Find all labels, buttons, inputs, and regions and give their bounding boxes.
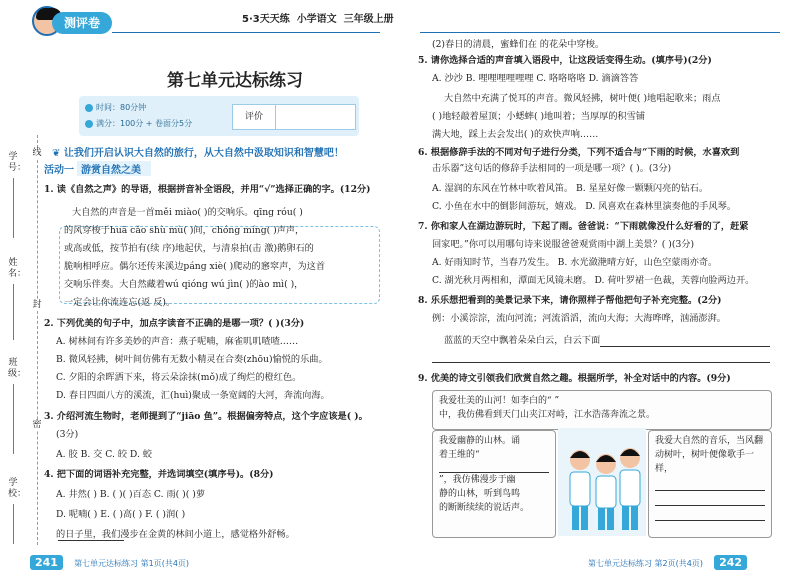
passage-line[interactable]: 交响乐伴奏。大自然藏着wú qióng wú jìn( )的ào mì( )， bbox=[64, 279, 304, 290]
q4-row1[interactable]: A. 井然( ) B. ( )( )百态 C. 雨( )( )萝 bbox=[56, 489, 206, 500]
q7-options-ab[interactable]: A. 好雨知时节，当春乃发生。 B. 水光潋滟晴方好，山色空蒙雨亦奇。 bbox=[432, 257, 718, 268]
score-icon bbox=[85, 120, 93, 128]
q4-blank[interactable] bbox=[58, 540, 124, 541]
dialog-top[interactable]: 我爱壮美的山河！如李白的“ ” 中，我仿佛看到天门山夹江对峙，江水浩荡奔流之景。 bbox=[432, 390, 772, 430]
children-illustration bbox=[556, 428, 648, 538]
badge-label: 测评卷 bbox=[52, 12, 112, 34]
q6-options-ab[interactable]: A. 湿润的东风在竹林中吹着风笛。 B. 星星好像一颗颗闪亮的钻石。 bbox=[432, 183, 709, 194]
passage-line[interactable]: 脆响相呼应。偶尔还传来溪边páng xiè( )爬动的窸窣声，为这首 bbox=[64, 261, 326, 272]
dialog-left[interactable]: 我爱幽静的山林。诵 着王维的“ ”，我仿佛漫步于幽 静的山林，听到鸟鸣 的断断续续的说话声。 bbox=[432, 430, 556, 538]
q2-text: 2. 下列优美的句子中，加点字读音不正确的是哪一项？( )(3分) bbox=[44, 318, 305, 329]
q8-fill[interactable]: 蓝蓝的天空中飘着朵朵白云，白云下面 bbox=[444, 335, 601, 346]
q5-passage[interactable]: 大自然中充满了悦耳的声音。微风轻拂，树叶便( )地唱起歌来；雨点 bbox=[444, 93, 721, 104]
page-title: 第七单元达标练习 bbox=[167, 71, 303, 91]
name-label: 姓名： bbox=[8, 258, 27, 279]
passage-line[interactable]: 的风穿梭于huā cǎo shù mù( )间，chóng míng( )声声， bbox=[64, 225, 305, 236]
q2-option-c[interactable]: C. 夕阳的余晖洒下来，将云朵涂抹(mǒ)成了绚烂的橙红色。 bbox=[56, 372, 302, 383]
q6-options-cd[interactable]: C. 小鱼在水中的倒影间游玩，嬉戏。 D. 风喜欢在森林里演奏他的手风琴。 bbox=[432, 201, 736, 212]
passage-line[interactable]: 一定会让你流连忘(返 反)。 bbox=[64, 297, 176, 308]
info-box: 时间：80分钟 满分：100分 + 卷面分5分 评价 bbox=[79, 96, 359, 136]
q7-text: 7. 你和家人在湖边游玩时，下起了雨。爸爸说：“下雨就像没什么好看的了，赶紧 bbox=[418, 221, 749, 232]
q6-text2[interactable]: 击乐器”这句话的修辞手法相同的一项是哪一项？( )。(3分) bbox=[432, 163, 672, 174]
class-label: 班级： bbox=[8, 358, 27, 379]
q7-options-cd[interactable]: C. 湖光秋月两相和，潭面无风镜未磨。 D. 荷叶罗裙一色裁，芙蓉向脸两边开。 bbox=[432, 275, 755, 286]
q2-option-d[interactable]: D. 春日四面八方的溪流，汇(huì)聚成一条宽阔的大河，奔流向海。 bbox=[56, 390, 330, 401]
footer-left: 241 第七单元达标练习 第1页(共4页) bbox=[30, 551, 189, 570]
q8-blank2[interactable] bbox=[432, 362, 770, 363]
q9-text: 9. 优美的诗文引领我们欣赏自然之趣。根据所学，补全对话中的内容。(9分) bbox=[418, 373, 731, 384]
q2-option-a[interactable]: A. 树林间有许多美妙的声音：燕子呢喃，麻雀叽叽喳喳…… bbox=[56, 336, 299, 347]
q4-text: 4. 把下面的词语补充完整，并选词填空(填序号)。(8分) bbox=[44, 469, 274, 480]
q1-text: 1. 读《自然之声》的导语，根据拼音补全语段，并用“√”选择正确的字。(12分) bbox=[44, 184, 371, 195]
q3-options[interactable]: A. 胶 B. 交 C. 皎 D. 蛟 bbox=[56, 449, 153, 460]
header-info: 5·3天天练 小学语文 三年级上册 bbox=[242, 14, 394, 25]
footer-right: 第七单元达标练习 第2页(共4页) 242 bbox=[588, 551, 747, 570]
clock-icon bbox=[85, 104, 93, 112]
passage-line[interactable]: 或高或低，按节拍有(续 序)地起伏，与清泉拍(击 激)鹅卵石的 bbox=[64, 243, 314, 254]
q8-text: 8. 乐乐想把看到的美景记录下来，请你照样子帮他把句子补充完整。(2分) bbox=[418, 295, 722, 306]
header-rule-right bbox=[420, 32, 780, 33]
q4-part2[interactable]: (2)春日的清晨，蜜蜂们在 的花朵中穿梭。 bbox=[432, 39, 605, 50]
q5-passage[interactable]: 满大地，踩上去会发出( )的欢快声响…… bbox=[432, 129, 599, 140]
header-rule bbox=[112, 32, 380, 33]
id-label: 学号： bbox=[8, 152, 27, 173]
q4-fill[interactable]: 的日子里，我们漫步在金黄的林间小道上，感觉格外舒畅。 bbox=[56, 529, 295, 540]
q3-score: (3分) bbox=[56, 429, 79, 440]
q6-text: 6. 根据修辞手法的不同对句子进行分类，下列不适合与“下雨的时候，水喜欢到 bbox=[418, 147, 740, 158]
passage-line[interactable]: 大自然的声音是一首měi miào( )的交响乐。qīng róu( ) bbox=[72, 207, 303, 218]
q5-options[interactable]: A. 沙沙 B. 哩哩哩哩哩哩 C. 咯咯咯咯 D. 滴滴答答 bbox=[432, 73, 639, 84]
school-label: 学校： bbox=[8, 478, 27, 499]
intro-text: ❦ 让我们开启认识大自然的旅行，从大自然中汲取知识和智慧吧！ bbox=[52, 148, 344, 159]
binding-strip: 学号： 姓名： 班级： 学校： 线 封 密 bbox=[0, 0, 44, 576]
q5-passage[interactable]: ( )地轻敲着屋顶；小蟋蟀( )地叫着；当厚厚的积雪铺 bbox=[432, 111, 646, 122]
q4-row2[interactable]: D. 呢喃( ) E. ( )高( ) F. ( )润( ) bbox=[56, 509, 186, 520]
evaluation-box[interactable]: 评价 bbox=[232, 104, 356, 130]
section-header: 活动一 游赏自然之美 bbox=[44, 161, 151, 176]
q8-blank[interactable] bbox=[600, 346, 770, 347]
test-badge bbox=[32, 6, 114, 38]
dialog-right[interactable]: 我爱大自然的音乐，当风翻 动树叶，树叶便像歌手一样， bbox=[648, 430, 772, 538]
q3-text: 3. 介绍河流生物时，老师提到了“jiāo 鱼”。根据偏旁特点，这个字应该是( )。 bbox=[44, 411, 368, 422]
q7-text2[interactable]: 回家吧。”你可以用哪句诗来说服爸爸观赏雨中湖上美景？( )(3分) bbox=[432, 239, 695, 250]
q2-option-b[interactable]: B. 微风轻拂，树叶间仿佛有无数小精灵在合奏(zhōu)愉悦的乐曲。 bbox=[56, 354, 328, 365]
q8-example: 例：小溪淙淙，流向河流；河流滔滔，流向大海；大海哗哗，汹涌澎湃。 bbox=[432, 313, 726, 324]
q5-text: 5. 请你选择合适的声音填入语段中，让这段话变得生动。(填序号)(2分) bbox=[418, 55, 712, 66]
